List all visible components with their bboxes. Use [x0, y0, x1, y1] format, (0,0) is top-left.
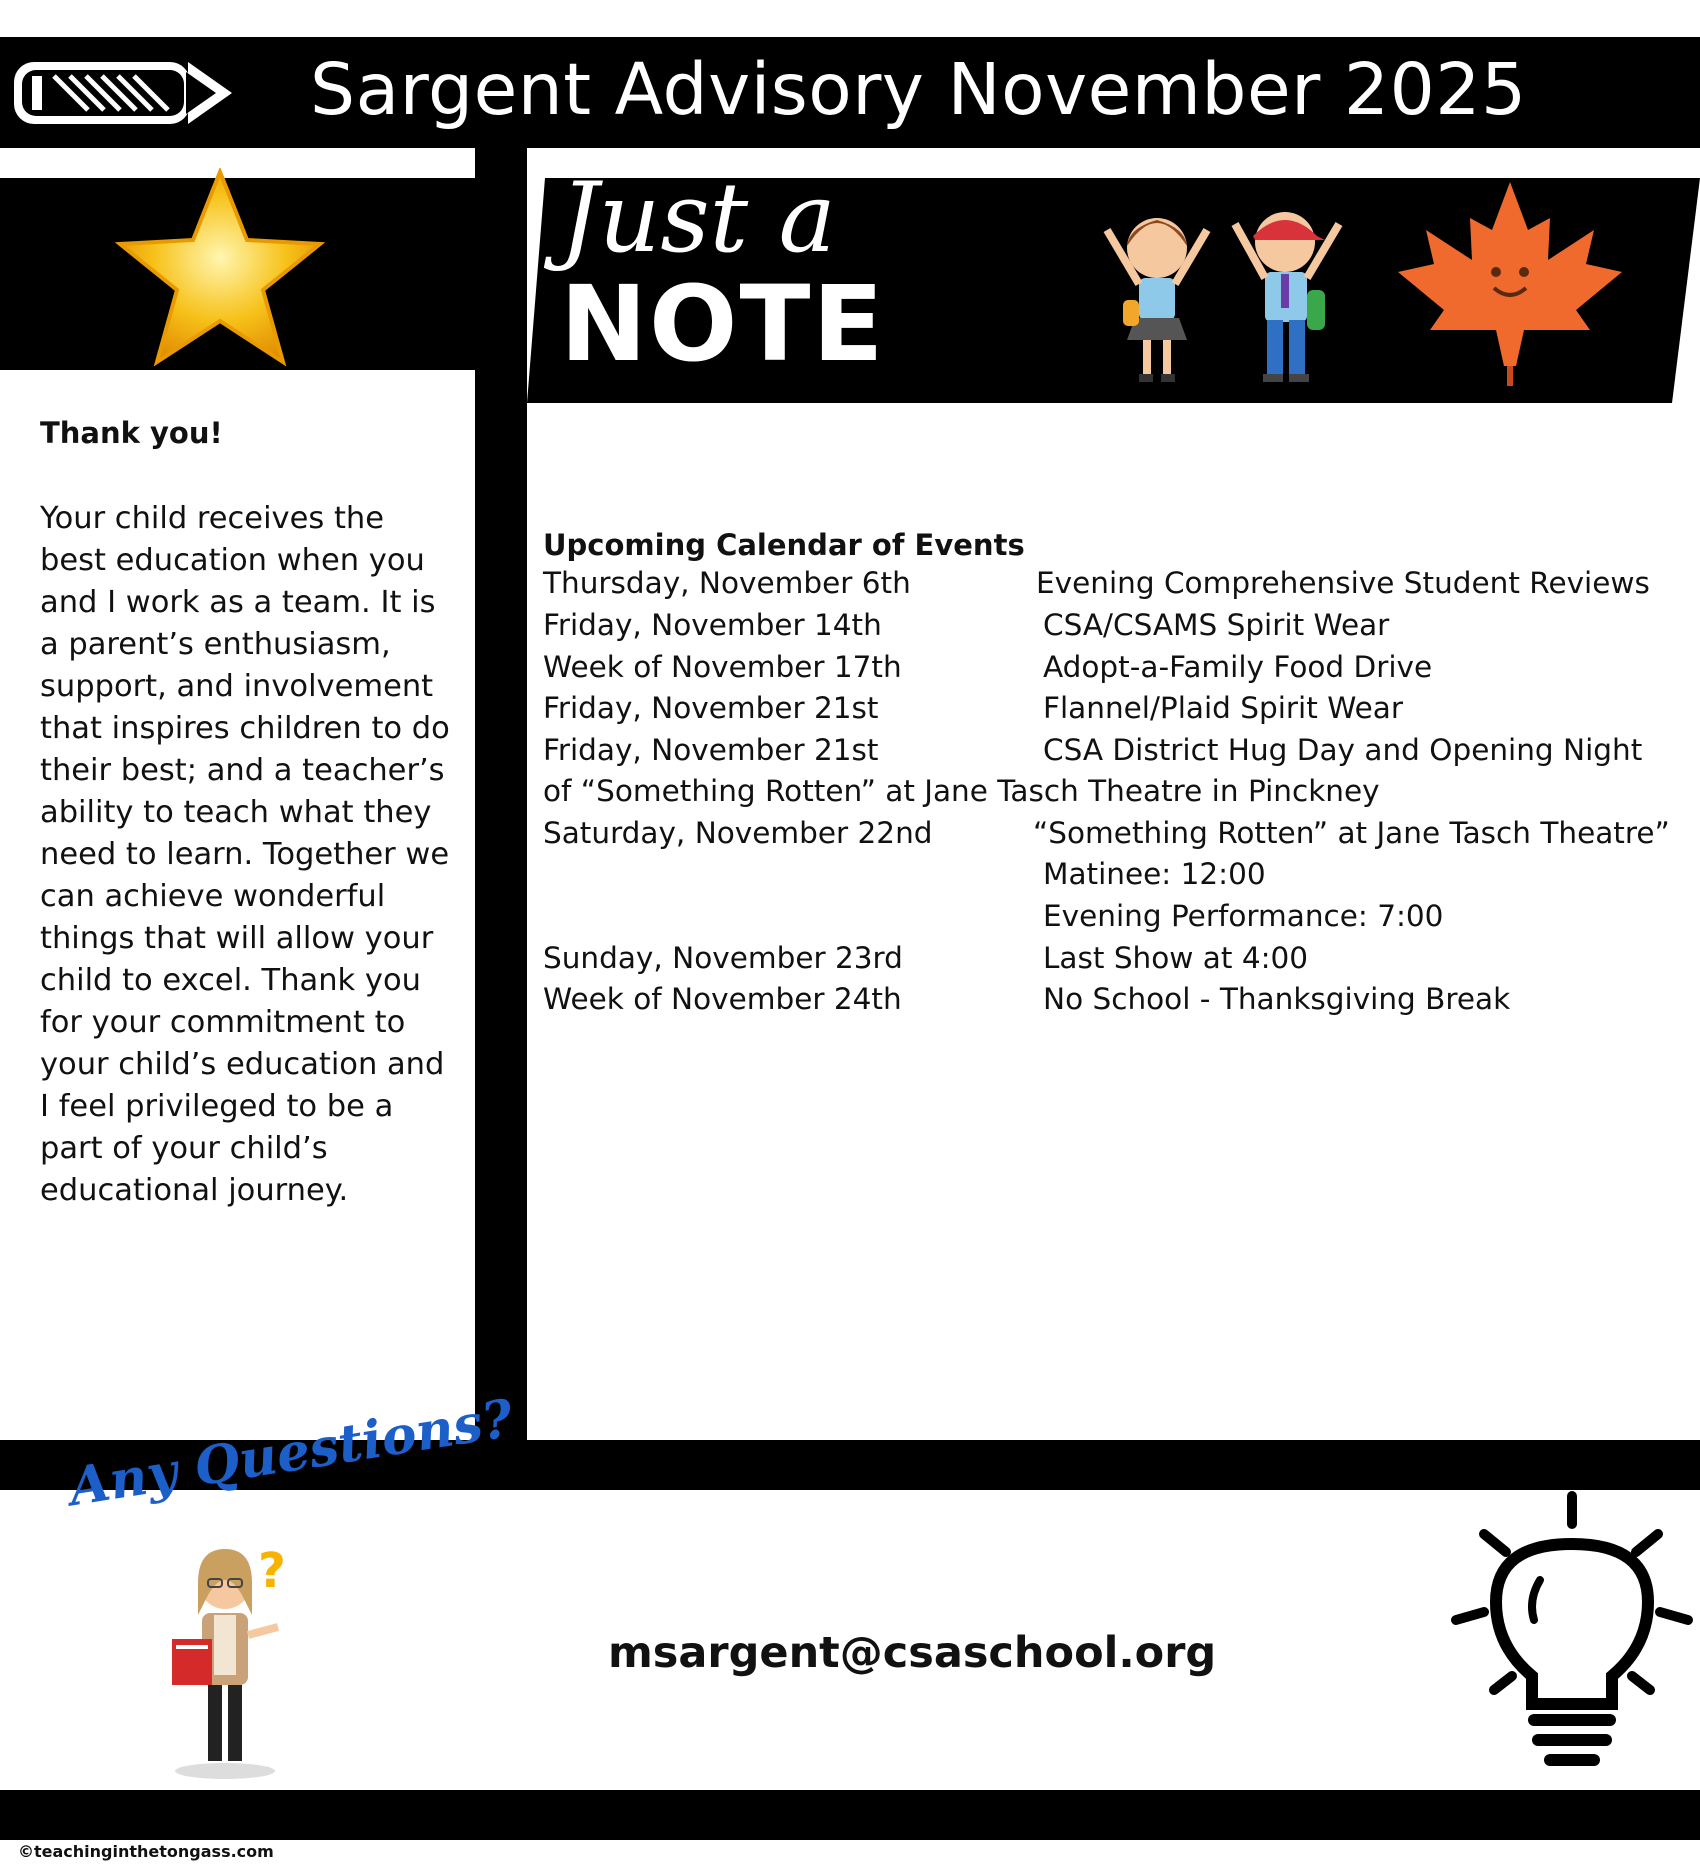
event-description: Flannel/Plaid Spirit Wear [1043, 691, 1403, 725]
event-continuation: of “Something Rotten” at Jane Tasch Theatre in Pinckney [543, 774, 1380, 808]
event-description: Last Show at 4:00 [1043, 941, 1309, 975]
maple-leaf-icon [1398, 180, 1623, 390]
event-date: Thursday, November 6th [543, 566, 911, 600]
event-description: Adopt-a-Family Food Drive [1043, 650, 1433, 684]
event-date: Sunday, November 23rd [543, 941, 903, 975]
note-text: NOTE [560, 263, 886, 385]
kids-illustration [1095, 200, 1365, 390]
event-date: Saturday, November 22nd [543, 816, 933, 850]
events-heading: Upcoming Calendar of Events [543, 528, 1025, 562]
question-mark-icon: ? [258, 1543, 286, 1599]
any-questions-heading: Any Questions? [65, 1387, 517, 1519]
event-date: Week of November 17th [543, 650, 902, 684]
copyright-text: ©teachinginthetongass.com [18, 1842, 274, 1861]
event-description: “Something Rotten” at Jane Tasch Theatre” [1033, 816, 1670, 850]
pencil-icon [10, 52, 236, 134]
event-description: Evening Performance: 7:00 [1043, 899, 1444, 933]
lightbulb-icon [1450, 1490, 1700, 1780]
event-date: Week of November 24th [543, 982, 902, 1016]
event-description: CSA/CSAMS Spirit Wear [1043, 608, 1390, 642]
column-divider [475, 148, 527, 1440]
event-date: Friday, November 14th [543, 608, 882, 642]
contact-email[interactable]: msargent@csaschool.org [608, 1628, 1217, 1678]
thanks-body: Your child receives the best education when you and I work as a team. It is a parent’s enthusiasm, support, and involvement that inspires children to do their best; and a teacher’s ability to teach what they need to learn. Together we can achieve wonderful things that will allow your child to excel. Thank you for your commitment to your child’s education and I feel privileged to be a part of your child’s educational journey. [40, 501, 450, 1208]
page-title: Sargent Advisory November 2025 [310, 48, 1527, 131]
thanks-heading: Thank you! [40, 416, 223, 450]
teacher-illustration [150, 1535, 300, 1780]
just-a-text: Just a [560, 162, 836, 274]
event-date: Friday, November 21st [543, 733, 879, 767]
star-icon [115, 168, 325, 368]
footer-bottom-bar [0, 1790, 1700, 1840]
event-description: No School - Thanksgiving Break [1043, 982, 1511, 1016]
event-date: Friday, November 21st [543, 691, 879, 725]
event-description: CSA District Hug Day and Opening Night [1043, 733, 1643, 767]
event-description: Matinee: 12:00 [1043, 857, 1266, 891]
event-description: Evening Comprehensive Student Reviews [1036, 566, 1650, 600]
